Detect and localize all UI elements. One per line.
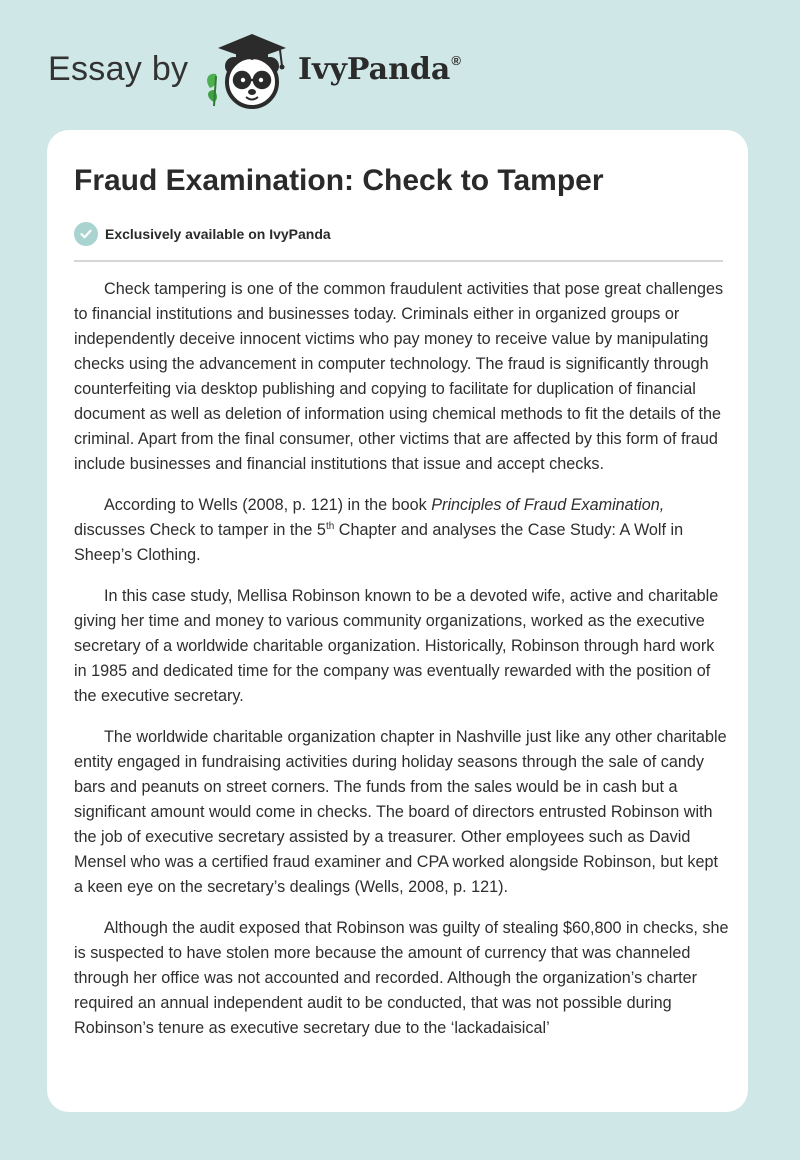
essay-by-label: Essay by: [48, 50, 189, 88]
paragraph-2-part-2: discusses Check to tamper in the 5: [74, 521, 326, 539]
paragraph-2: [74, 493, 729, 568]
paragraph-1: Check tampering is one of the common fraudulent activities that pose great challenges to financial institutions and businesses today. Criminals either in organized groups or independently deceive innocent victims who pay money to receive value by manipulating checks using the advancement in computer technology. The fraud is significantly through counterfeiting via desktop publishing and copying to facilitate for duplication of financial document as well as deletion of information using chemical methods to fit the details of the criminal. Apart from the final consumer, other victims that are affected by this form of fraud include businesses and financial institutions that issue and accept checks.: [74, 280, 724, 473]
availability-label: Exclusively available on IvyPanda: [105, 226, 331, 242]
paragraph-4: The worldwide charitable organization chapter in Nashville just like any other charitable entity engaged in fundraising activities during holiday seasons through the sale of candy bars and peanuts on street corners. The funds from the sales would be in cash but a significant amount would come in checks. The board of directors entrusted Robinson with the job of executive secretary assisted by a treasurer. Other employees such as David Mensel who was a certified fraud examiner and CPA worked alongside Robinson, but kept a keen eye on the secretary’s dealings (Wells, 2008, p. 121).: [74, 728, 727, 896]
essay-title: Fraud Examination: Check to Tamper: [74, 164, 604, 197]
site-header: [48, 28, 508, 118]
brand-text: IvyPanda: [298, 52, 451, 87]
check-circle-icon: [74, 222, 98, 246]
essay-card: [47, 130, 748, 1112]
paragraph-2-part-3: Chapter and analyses the Case Study: A Wolf in Sheep’s Clothing.: [74, 521, 684, 564]
panda-logo-icon[interactable]: [200, 28, 296, 110]
ordinal-suffix: th: [325, 521, 335, 532]
ivypanda-brand-name[interactable]: [298, 52, 461, 87]
registered-mark: ®: [451, 53, 461, 68]
paragraph-3: In this case study, Mellisa Robinson known to be a devoted wife, active and charitable giving her time and money to various community organizations, worked as the executive secretary of a worldwide charitable organization. Historically, Robinson through hard work in 1985 and dedicated time for the company was eventually rewarded with the position of the executive secretary.: [74, 587, 719, 705]
book-title: Principles of Fraud Examination,: [431, 496, 665, 514]
availability-badge: [74, 222, 331, 246]
essay-body: [74, 277, 729, 1057]
paragraph-5: Although the audit exposed that Robinson was guilty of stealing $60,800 in checks, she is suspected to have stolen more because the amount of currency that was channeled through her office was not accounted and recorded. Although the organization’s charter required an annual independent audit to be conducted, that was not possible during Robinson’s tenure as executive secretary due to the ‘lackadaisical’: [74, 919, 729, 1037]
title-divider: [74, 260, 723, 262]
paragraph-2-part-1: According to Wells (2008, p. 121) in the book: [104, 496, 432, 514]
